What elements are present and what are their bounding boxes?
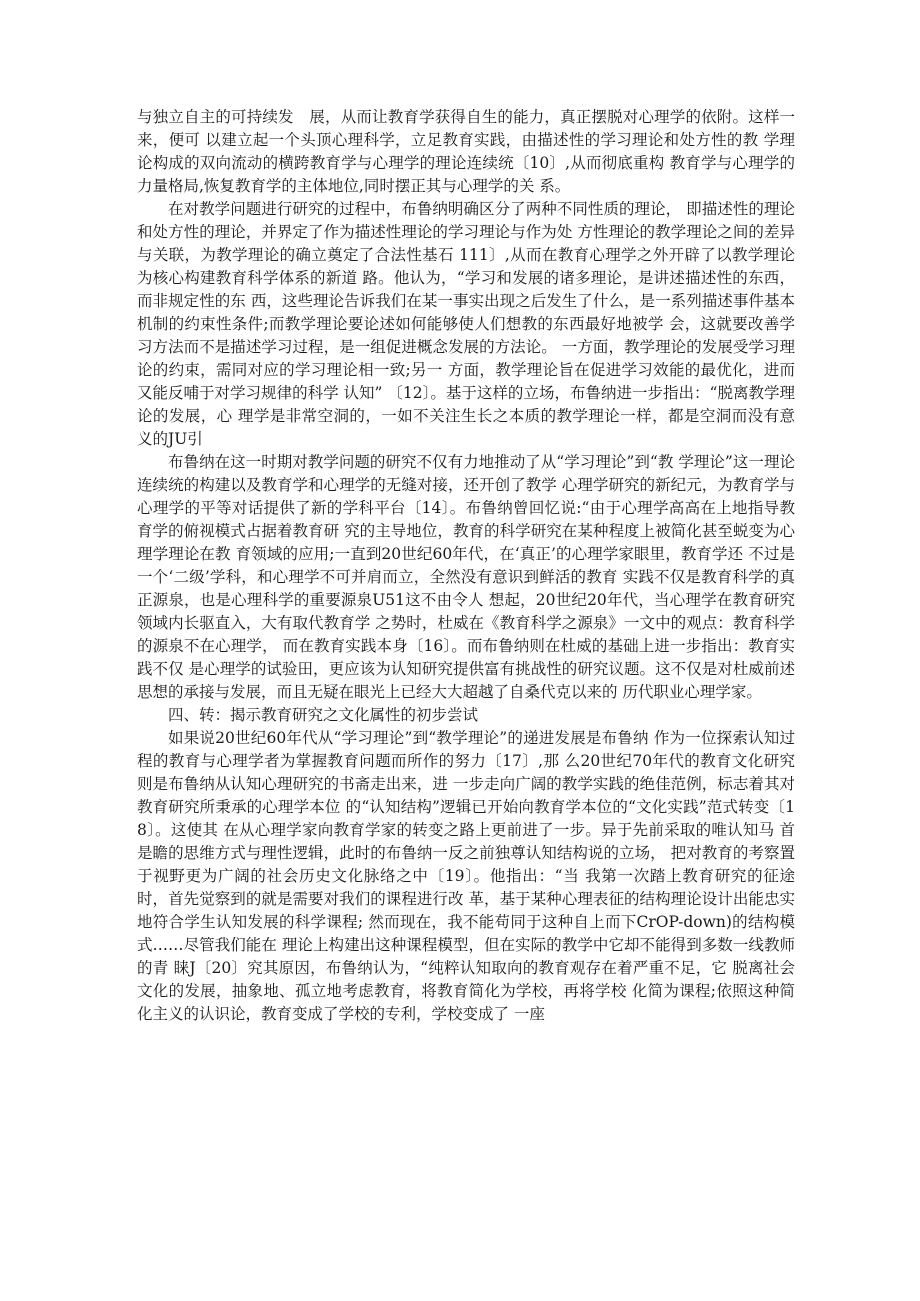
paragraph-instructional-psychology: 布鲁纳在这一时期对教学问题的研究不仅有力地推动了从“学习理论”到“教 学理论”这一理论连续统的构建以及教育学和心理学的无缝对接，还开创了教学 心理学研究的新纪元，为教育学与心理学的平等对话提供了新的学科平台〔14〕。布鲁纳曾回忆说:“由于心理学高高在上地指导教育学的俯视模式占据着教育研 究的主导地位，教育的科学研究在某种程度上被简化甚至蜕变为心理学理论在教 育领域的应用;一直到20世纪60年代，在‘真正’的心理学家眼里，教育学还 不过是一个‘二级’学科，和心理学不可并肩而立，全然没有意识到鲜活的教育 实践不仅是教育科学的真正源泉，也是心理科学的重要源泉U51这不由令人 想起，20世纪20年代，当心理学在教育研究领域内长驱直入，大有取代教育学 之势时，杜威在《教育科学之源泉》一文中的观点：教育科学的源泉不在心理学， 而在教育实践本身〔16〕。而布鲁纳则在杜威的基础上进一步指出：教育实践不仅 是心理学的试验田，更应该为认知研究提供富有挑战性的研究议题。这不仅是对杜威前述思想的承接与发展，而且无疑在眼光上已经大大超越了自桑代克以来的 历代职业心理学家。: [137, 453, 795, 701]
paragraph-cultural-turn: 如果说20世纪60年代从“学习理论”到“教学理论”的递进发展是布鲁纳 作为一位探索认知过程的教育与心理学者为掌握教育问题而所作的努力〔17〕,那 么20世纪70年代的教育文化研究则是布鲁纳从认知心理研究的书斋走出来，进 一步走向广阔的教学实践的绝佳范例，标志着其对教育研究所秉承的心理学本位 的“认知结构”逻辑已开始向教育学本位的“文化实践”范式转变〔18〕。这使其 在从心理学家向教育学家的转变之路上更前进了一步。异于先前采取的唯认知马 首是瞻的思维方式与理性逻辑，此时的布鲁纳一反之前独尊认知结构说的立场， 把对教育的考察置于视野更为广阔的社会历史文化脉络之中〔19〕。他指出：“当 我第一次踏上教育研究的征途时，首先觉察到的就是需要对我们的课程进行改 革，基于某种心理表征的结构理论设计出能忠实地符合学生认知发展的科学课程; 然而现在，我不能苟同于这种自上而下CrOP-down)的结构模式……尽管我们能在 理论上构建出这种课程模型，但在实际的教学中它却不能得到多数一线教师的青 睐J〔20〕究其原因，布鲁纳认为，“纯粹认知取向的教育观存在着严重不足，它 脱离社会文化的发展，抽象地、孤立地考虑教育，将教育简化为学校，再将学校 化简为课程;依照这种简化主义的认识论，教育变成了学校的专利，学校变成了 一座: [137, 729, 795, 1023]
paragraph-continuation: 与独立自主的可持续发 展，从而让教育学获得自生的能力，真正摆脱对心理学的依附。这样一来，便可 以建立起一个头顶心理科学，立足教育实践，由描述性的学习理论和处方性的教 学理论构成的双向流动的横跨教育学与心理学的理论连续统〔10〕,从而彻底重构 教育学与心理学的力量格局,恢复教育学的主体地位,同时摆正其与心理学的关 系。: [137, 108, 795, 195]
paragraph-descriptive-prescriptive-theory: 在对教学问题进行研究的过程中，布鲁纳明确区分了两种不同性质的理论， 即描述性的理论和处方性的理论，并界定了作为描述性理论的学习理论与作为处 方性理论的教学理论之间的差异与关联，为教学理论的确立奠定了合法性基石 111〕,从而在教育心理学之外开辟了以教学理论为核心构建教育科学体系的新道 路。他认为，“学习和发展的诸多理论，是讲述描述性的东西，而非规定性的东 西，这些理论告诉我们在某一事实出现之后发生了什么，是一系列描述事件基本 机制的约束性条件;而教学理论要论述如何能够使人们想教的东西最好地被学 会，这就要改善学习方法而不是描述学习过程，是一组促进概念发展的方法论。 一方面，教学理论的发展受学习理论的约束，需同对应的学习理论相一致;另一 方面，教学理论旨在促进学习效能的最优化，进而又能反哺于对学习规律的科学 认知” 〔12〕。基于这样的立场，布鲁纳进一步指出：“脱离教学理论的发展，心 理学是非常空洞的，一如不关注生长之本质的教学理论一样，都是空洞而没有意 义的JU引: [137, 200, 795, 448]
document-page: [137, 106, 795, 1026]
section-heading: 四、转：揭示教育研究之文化属性的初步尝试: [168, 706, 479, 724]
